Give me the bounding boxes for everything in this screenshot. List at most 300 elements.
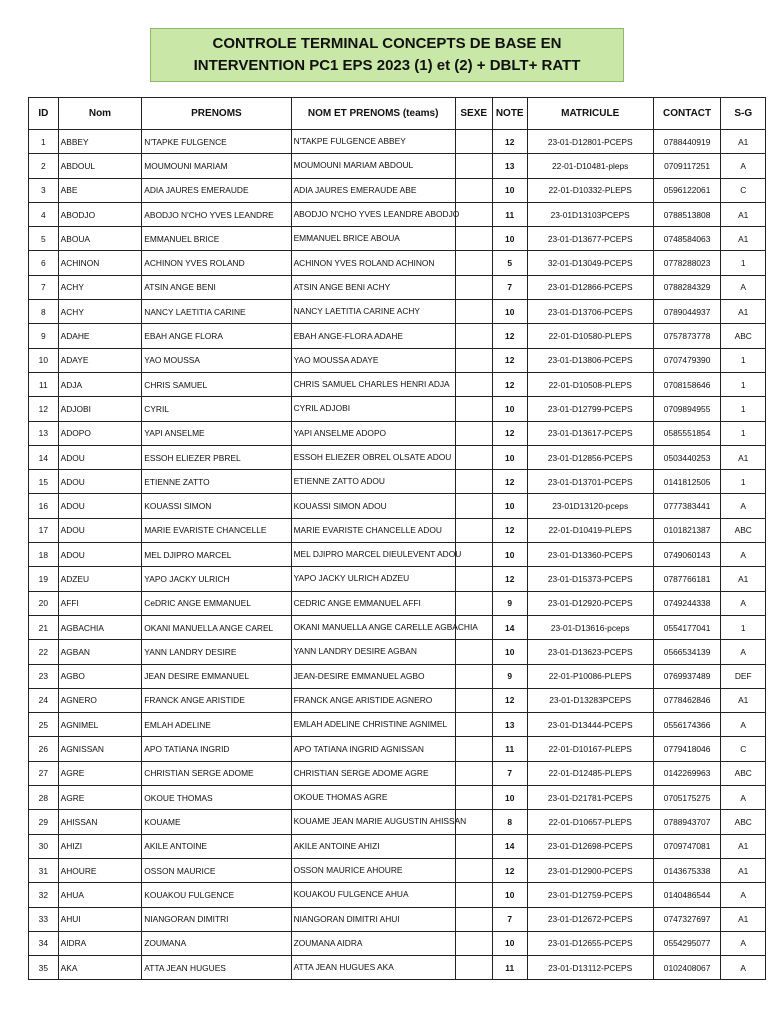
cell-teams-name: EMMANUEL BRICE ABOUA: [291, 227, 455, 251]
cell-matricule: 23-01-D15373-PCEPS: [527, 567, 653, 591]
cell-nom: AGBO: [58, 664, 142, 688]
cell-matricule: 23-01-D12900-PCEPS: [527, 858, 653, 882]
cell-prenoms: OKANI MANUELLA ANGE CAREL: [142, 615, 291, 639]
cell-nom: ADJA: [58, 372, 142, 396]
cell-note: 14: [492, 834, 527, 858]
cell-contact: 0789044937: [653, 300, 721, 324]
cell-contact: 0778288023: [653, 251, 721, 275]
cell-sexe: [455, 202, 492, 226]
cell-teams-name: NIANGORAN DIMITRI AHUI: [291, 907, 455, 931]
table-row: [29, 227, 766, 251]
cell-sexe: [455, 494, 492, 518]
cell-sexe: [455, 227, 492, 251]
cell-contact: 0141812505: [653, 470, 721, 494]
cell-note: 13: [492, 713, 527, 737]
cell-matricule: 23-01-D12801-PCEPS: [527, 130, 653, 154]
cell-prenoms: YAPI ANSELME: [142, 421, 291, 445]
cell-matricule: 23-01-D13677-PCEPS: [527, 227, 653, 251]
cell-sg: A1: [721, 688, 766, 712]
cell-contact: 0705175275: [653, 786, 721, 810]
cell-nom: AHISSAN: [58, 810, 142, 834]
cell-nom: AGNIMEL: [58, 713, 142, 737]
cell-matricule: 22-01-P10086-PLEPS: [527, 664, 653, 688]
cell-sexe: [455, 397, 492, 421]
cell-id: 15: [29, 470, 59, 494]
cell-teams-name: ESSOH ELIEZER OBREL OLSATE ADOU: [291, 445, 455, 469]
cell-id: 35: [29, 956, 59, 980]
cell-teams-name: ATTA JEAN HUGUES AKA: [291, 956, 455, 980]
cell-sexe: [455, 324, 492, 348]
cell-contact: 0747327697: [653, 907, 721, 931]
cell-sg: A1: [721, 858, 766, 882]
cell-matricule: 23-01-D13706-PCEPS: [527, 300, 653, 324]
cell-contact: 0554177041: [653, 615, 721, 639]
grades-table: [28, 97, 766, 980]
cell-contact: 0769937489: [653, 664, 721, 688]
cell-id: 25: [29, 713, 59, 737]
title-line-1: CONTROLE TERMINAL CONCEPTS DE BASE EN: [212, 35, 562, 52]
cell-id: 30: [29, 834, 59, 858]
table-row: [29, 688, 766, 712]
cell-nom: ADAHE: [58, 324, 142, 348]
cell-id: 32: [29, 883, 59, 907]
cell-prenoms: OSSON MAURICE: [142, 858, 291, 882]
cell-prenoms: YANN LANDRY DESIRE: [142, 640, 291, 664]
cell-teams-name: ABODJO N'CHO YVES LEANDRE ABODJO: [291, 202, 455, 226]
cell-sg: DEF: [721, 664, 766, 688]
cell-sg: A: [721, 956, 766, 980]
cell-note: 12: [492, 688, 527, 712]
cell-matricule: 32-01-D13049-PCEPS: [527, 251, 653, 275]
table-row: [29, 275, 766, 299]
cell-nom: ADOU: [58, 518, 142, 542]
cell-matricule: 22-01-D10167-PLEPS: [527, 737, 653, 761]
cell-contact: 0788943707: [653, 810, 721, 834]
cell-contact: 0777383441: [653, 494, 721, 518]
cell-teams-name: MOUMOUNI MARIAM ABDOUL: [291, 154, 455, 178]
cell-nom: AHUI: [58, 907, 142, 931]
cell-note: 10: [492, 300, 527, 324]
cell-nom: ABOUA: [58, 227, 142, 251]
table-row: [29, 931, 766, 955]
cell-contact: 0143675338: [653, 858, 721, 882]
cell-sexe: [455, 518, 492, 542]
cell-nom: ABBEY: [58, 130, 142, 154]
cell-prenoms: ACHINON YVES ROLAND: [142, 251, 291, 275]
cell-contact: 0788513808: [653, 202, 721, 226]
cell-matricule: 22-01-D10481-pleps: [527, 154, 653, 178]
cell-teams-name: KOUASSI SIMON ADOU: [291, 494, 455, 518]
cell-note: 12: [492, 324, 527, 348]
cell-teams-name: CHRIS SAMUEL CHARLES HENRI ADJA: [291, 372, 455, 396]
cell-nom: ABE: [58, 178, 142, 202]
table-row: [29, 251, 766, 275]
cell-nom: AGBAN: [58, 640, 142, 664]
cell-matricule: 23-01-D13701-PCEPS: [527, 470, 653, 494]
cell-prenoms: ESSOH ELIEZER PBREL: [142, 445, 291, 469]
cell-id: 16: [29, 494, 59, 518]
table-body: [29, 130, 766, 980]
cell-note: 10: [492, 178, 527, 202]
table-row: [29, 713, 766, 737]
cell-prenoms: OKOUE THOMAS: [142, 786, 291, 810]
cell-contact: 0707479390: [653, 348, 721, 372]
cell-prenoms: KOUAME: [142, 810, 291, 834]
cell-sg: 1: [721, 470, 766, 494]
header-matricule: MATRICULE: [527, 98, 653, 130]
header-nom-prenoms-teams: NOM ET PRENOMS (teams): [291, 98, 455, 130]
cell-sexe: [455, 786, 492, 810]
cell-nom: AHOURE: [58, 858, 142, 882]
cell-sg: A1: [721, 445, 766, 469]
cell-note: 10: [492, 883, 527, 907]
cell-matricule: 23-01-D12866-PCEPS: [527, 275, 653, 299]
cell-sexe: [455, 688, 492, 712]
cell-id: 20: [29, 591, 59, 615]
cell-note: 10: [492, 931, 527, 955]
cell-prenoms: FRANCK ANGE ARISTIDE: [142, 688, 291, 712]
cell-matricule: 23-01-D13616-pceps: [527, 615, 653, 639]
cell-matricule: 23-01-D12759-PCEPS: [527, 883, 653, 907]
cell-contact: 0554295077: [653, 931, 721, 955]
cell-id: 24: [29, 688, 59, 712]
cell-id: 5: [29, 227, 59, 251]
cell-sexe: [455, 858, 492, 882]
table-row: [29, 130, 766, 154]
cell-teams-name: YAPI ANSELME ADOPO: [291, 421, 455, 445]
cell-id: 18: [29, 543, 59, 567]
cell-contact: 0503440253: [653, 445, 721, 469]
header-nom: Nom: [58, 98, 142, 130]
cell-id: 1: [29, 130, 59, 154]
cell-teams-name: CHRISTIAN SERGE ADOME AGRE: [291, 761, 455, 785]
cell-sg: ABC: [721, 810, 766, 834]
cell-note: 11: [492, 956, 527, 980]
cell-nom: AGNERO: [58, 688, 142, 712]
cell-contact: 0142269963: [653, 761, 721, 785]
cell-sg: ABC: [721, 761, 766, 785]
table-row: [29, 372, 766, 396]
cell-note: 13: [492, 154, 527, 178]
cell-note: 12: [492, 372, 527, 396]
cell-prenoms: ATSIN ANGE BENI: [142, 275, 291, 299]
table-row: [29, 445, 766, 469]
header-prenoms: PRENOMS: [142, 98, 291, 130]
cell-contact: 0787766181: [653, 567, 721, 591]
table-row: [29, 907, 766, 931]
cell-nom: ADOPO: [58, 421, 142, 445]
cell-note: 12: [492, 348, 527, 372]
cell-note: 7: [492, 907, 527, 931]
table-row: [29, 834, 766, 858]
cell-nom: AHIZI: [58, 834, 142, 858]
cell-prenoms: NIANGORAN DIMITRI: [142, 907, 291, 931]
cell-teams-name: ATSIN ANGE BENI ACHY: [291, 275, 455, 299]
table-row: [29, 178, 766, 202]
title-line-2: INTERVENTION PC1 EPS 2023 (1) et (2) + DBLT+ RATT: [193, 57, 581, 74]
table-row: [29, 494, 766, 518]
cell-id: 31: [29, 858, 59, 882]
cell-sg: A: [721, 931, 766, 955]
cell-matricule: 23-01-D13617-PCEPS: [527, 421, 653, 445]
cell-note: 10: [492, 543, 527, 567]
cell-prenoms: ADIA JAURES EMERAUDE: [142, 178, 291, 202]
table-row: [29, 956, 766, 980]
table-row: [29, 421, 766, 445]
table-row: [29, 737, 766, 761]
cell-note: 12: [492, 567, 527, 591]
cell-matricule: 22-01-D10332-PLEPS: [527, 178, 653, 202]
table-header-row: [29, 98, 766, 130]
cell-id: 23: [29, 664, 59, 688]
cell-id: 8: [29, 300, 59, 324]
cell-sg: A: [721, 275, 766, 299]
document-title: [150, 28, 624, 82]
cell-teams-name: YAPO JACKY ULRICH ADZEU: [291, 567, 455, 591]
cell-prenoms: ATTA JEAN HUGUES: [142, 956, 291, 980]
cell-matricule: 22-01-D10580-PLEPS: [527, 324, 653, 348]
cell-prenoms: ABODJO N'CHO YVES LEANDRE: [142, 202, 291, 226]
cell-prenoms: EMLAH ADELINE: [142, 713, 291, 737]
cell-sexe: [455, 300, 492, 324]
cell-contact: 0748584063: [653, 227, 721, 251]
cell-sexe: [455, 275, 492, 299]
cell-contact: 0788440919: [653, 130, 721, 154]
cell-matricule: 23-01-D13360-PCEPS: [527, 543, 653, 567]
cell-nom: ACHY: [58, 300, 142, 324]
cell-matricule: 23-01-D12856-PCEPS: [527, 445, 653, 469]
cell-contact: 0596122061: [653, 178, 721, 202]
cell-contact: 0140486544: [653, 883, 721, 907]
cell-note: 9: [492, 664, 527, 688]
cell-id: 22: [29, 640, 59, 664]
cell-nom: ABDOUL: [58, 154, 142, 178]
cell-note: 9: [492, 591, 527, 615]
cell-prenoms: CeDRIC ANGE EMMANUEL: [142, 591, 291, 615]
table-row: [29, 810, 766, 834]
cell-contact: 0757873778: [653, 324, 721, 348]
cell-sg: A1: [721, 300, 766, 324]
cell-id: 11: [29, 372, 59, 396]
cell-teams-name: AKILE ANTOINE AHIZI: [291, 834, 455, 858]
header-sg: S-G: [721, 98, 766, 130]
cell-sg: A: [721, 640, 766, 664]
cell-note: 11: [492, 737, 527, 761]
cell-id: 12: [29, 397, 59, 421]
cell-sg: A: [721, 494, 766, 518]
cell-sexe: [455, 956, 492, 980]
cell-sg: C: [721, 178, 766, 202]
cell-note: 12: [492, 858, 527, 882]
cell-sg: 1: [721, 397, 766, 421]
cell-teams-name: ETIENNE ZATTO ADOU: [291, 470, 455, 494]
cell-prenoms: EMMANUEL BRICE: [142, 227, 291, 251]
cell-teams-name: KOUAKOU FULGENCE AHUA: [291, 883, 455, 907]
cell-contact: 0749244338: [653, 591, 721, 615]
cell-sg: A1: [721, 130, 766, 154]
header-contact: CONTACT: [653, 98, 721, 130]
cell-prenoms: ETIENNE ZATTO: [142, 470, 291, 494]
cell-sexe: [455, 567, 492, 591]
table-row: [29, 300, 766, 324]
cell-contact: 0709747081: [653, 834, 721, 858]
cell-note: 10: [492, 445, 527, 469]
table-row: [29, 786, 766, 810]
cell-note: 7: [492, 275, 527, 299]
cell-prenoms: AKILE ANTOINE: [142, 834, 291, 858]
cell-sg: A1: [721, 202, 766, 226]
cell-nom: AIDRA: [58, 931, 142, 955]
cell-sg: 1: [721, 251, 766, 275]
cell-sg: A: [721, 591, 766, 615]
table-row: [29, 543, 766, 567]
cell-sg: A: [721, 883, 766, 907]
table-row: [29, 567, 766, 591]
cell-sexe: [455, 907, 492, 931]
table-row: [29, 858, 766, 882]
cell-nom: ADJOBI: [58, 397, 142, 421]
cell-sg: 1: [721, 615, 766, 639]
cell-contact: 0749060143: [653, 543, 721, 567]
cell-id: 7: [29, 275, 59, 299]
cell-prenoms: MEL DJIPRO MARCEL: [142, 543, 291, 567]
cell-nom: ADZEU: [58, 567, 142, 591]
cell-note: 14: [492, 615, 527, 639]
cell-note: 10: [492, 640, 527, 664]
cell-contact: 0101821387: [653, 518, 721, 542]
cell-matricule: 23-01D13103PCEPS: [527, 202, 653, 226]
cell-sg: A1: [721, 834, 766, 858]
table-row: [29, 397, 766, 421]
cell-prenoms: APO TATIANA INGRID: [142, 737, 291, 761]
cell-nom: ADOU: [58, 494, 142, 518]
cell-contact: 0779418046: [653, 737, 721, 761]
cell-matricule: 23-01-D12799-PCEPS: [527, 397, 653, 421]
cell-teams-name: YANN LANDRY DESIRE AGBAN: [291, 640, 455, 664]
cell-sexe: [455, 931, 492, 955]
table-row: [29, 348, 766, 372]
cell-teams-name: EBAH ANGE-FLORA ADAHE: [291, 324, 455, 348]
cell-id: 33: [29, 907, 59, 931]
header-sexe: SEXE: [455, 98, 492, 130]
cell-sexe: [455, 251, 492, 275]
cell-teams-name: ADIA JAURES EMERAUDE ABE: [291, 178, 455, 202]
cell-teams-name: OKANI MANUELLA ANGE CARELLE AGBACHIA: [291, 615, 455, 639]
cell-matricule: 23-01-D12698-PCEPS: [527, 834, 653, 858]
cell-teams-name: YAO MOUSSA ADAYE: [291, 348, 455, 372]
cell-sexe: [455, 348, 492, 372]
cell-matricule: 22-01-D10419-PLEPS: [527, 518, 653, 542]
table-row: [29, 883, 766, 907]
cell-contact: 0102408067: [653, 956, 721, 980]
cell-id: 26: [29, 737, 59, 761]
cell-prenoms: YAO MOUSSA: [142, 348, 291, 372]
cell-id: 17: [29, 518, 59, 542]
table-row: [29, 518, 766, 542]
cell-prenoms: N'TAPKE FULGENCE: [142, 130, 291, 154]
cell-sexe: [455, 713, 492, 737]
cell-teams-name: JEAN-DESIRE EMMANUEL AGBO: [291, 664, 455, 688]
cell-nom: ACHINON: [58, 251, 142, 275]
cell-prenoms: EBAH ANGE FLORA: [142, 324, 291, 348]
cell-prenoms: ZOUMANA: [142, 931, 291, 955]
cell-teams-name: NANCY LAETITIA CARINE ACHY: [291, 300, 455, 324]
cell-sexe: [455, 591, 492, 615]
cell-contact: 0778462846: [653, 688, 721, 712]
cell-matricule: 23-01-D13283PCEPS: [527, 688, 653, 712]
cell-teams-name: FRANCK ANGE ARISTIDE AGNERO: [291, 688, 455, 712]
cell-id: 19: [29, 567, 59, 591]
cell-sg: A1: [721, 907, 766, 931]
cell-prenoms: CHRISTIAN SERGE ADOME: [142, 761, 291, 785]
cell-matricule: 23-01D13120-pceps: [527, 494, 653, 518]
cell-nom: ABODJO: [58, 202, 142, 226]
table-row: [29, 640, 766, 664]
table-row: [29, 470, 766, 494]
cell-id: 4: [29, 202, 59, 226]
cell-id: 34: [29, 931, 59, 955]
cell-teams-name: N'TAKPE FULGENCE ABBEY: [291, 130, 455, 154]
cell-sg: A1: [721, 567, 766, 591]
cell-sexe: [455, 154, 492, 178]
cell-teams-name: MEL DJIPRO MARCEL DIEULEVENT ADOU: [291, 543, 455, 567]
cell-note: 5: [492, 251, 527, 275]
cell-matricule: 23-01-D12672-PCEPS: [527, 907, 653, 931]
cell-sg: A: [721, 786, 766, 810]
cell-nom: AGNISSAN: [58, 737, 142, 761]
cell-matricule: 23-01-D12655-PCEPS: [527, 931, 653, 955]
cell-sg: 1: [721, 348, 766, 372]
cell-note: 12: [492, 130, 527, 154]
cell-sexe: [455, 834, 492, 858]
cell-id: 6: [29, 251, 59, 275]
cell-prenoms: JEAN DESIRE EMMANUEL: [142, 664, 291, 688]
cell-note: 12: [492, 421, 527, 445]
cell-nom: AHUA: [58, 883, 142, 907]
table-row: [29, 761, 766, 785]
cell-prenoms: KOUASSI SIMON: [142, 494, 291, 518]
cell-sexe: [455, 640, 492, 664]
cell-id: 10: [29, 348, 59, 372]
cell-note: 11: [492, 202, 527, 226]
cell-prenoms: YAPO JACKY ULRICH: [142, 567, 291, 591]
cell-matricule: 23-01-D21781-PCEPS: [527, 786, 653, 810]
cell-sg: A1: [721, 227, 766, 251]
cell-matricule: 22-01-D12485-PLEPS: [527, 761, 653, 785]
cell-contact: 0585551854: [653, 421, 721, 445]
cell-id: 13: [29, 421, 59, 445]
cell-sg: A: [721, 713, 766, 737]
table-row: [29, 202, 766, 226]
cell-sexe: [455, 883, 492, 907]
cell-sexe: [455, 178, 492, 202]
cell-sg: ABC: [721, 518, 766, 542]
cell-nom: AFFI: [58, 591, 142, 615]
cell-sg: 1: [721, 372, 766, 396]
cell-nom: AGBACHIA: [58, 615, 142, 639]
cell-teams-name: ACHINON YVES ROLAND ACHINON: [291, 251, 455, 275]
cell-nom: ACHY: [58, 275, 142, 299]
cell-id: 29: [29, 810, 59, 834]
cell-sexe: [455, 470, 492, 494]
cell-teams-name: ZOUMANA AIDRA: [291, 931, 455, 955]
cell-note: 10: [492, 786, 527, 810]
cell-id: 28: [29, 786, 59, 810]
cell-sexe: [455, 421, 492, 445]
cell-note: 10: [492, 494, 527, 518]
cell-prenoms: CYRIL: [142, 397, 291, 421]
cell-sexe: [455, 445, 492, 469]
